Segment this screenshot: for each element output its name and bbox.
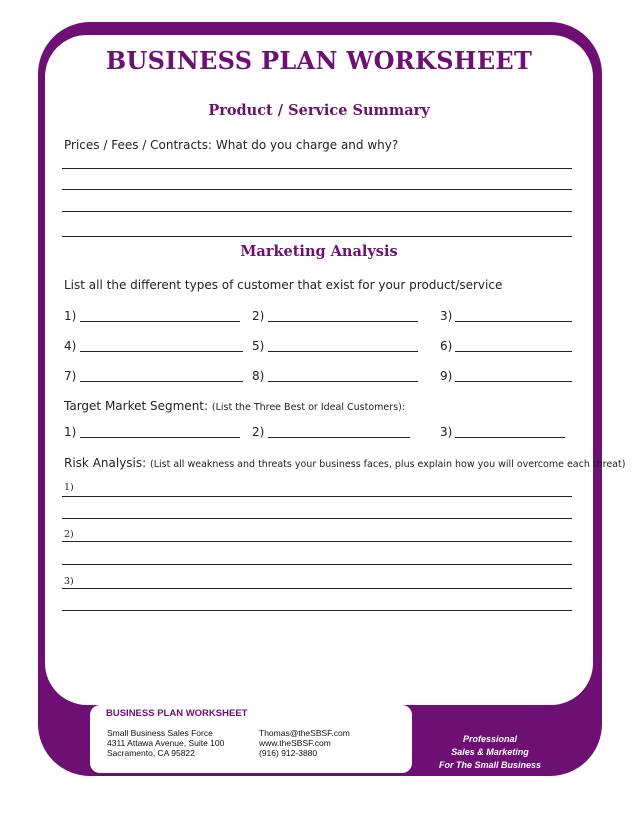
target-market-title: Target Market Segment: [64,399,209,413]
footer-title: BUSINESS PLAN WORKSHEET [106,708,248,719]
risk-field[interactable] [62,518,572,519]
customer-field[interactable] [455,381,572,382]
target-market-label [64,399,405,413]
footer-email[interactable]: Thomas@theSBSF.com [259,728,350,738]
footer-phone: (916) 912-3880 [259,748,318,758]
target-market-note: (List the Three Best or Ideal Customers): [211,402,406,413]
answer-line[interactable] [62,236,572,237]
customer-number: 1) [64,309,77,323]
worksheet-area [45,35,593,705]
customer-number: 7) [64,369,77,383]
customer-field[interactable] [455,351,572,352]
footer-address [107,728,224,758]
customer-number: 3) [440,309,453,323]
customer-number: 4) [64,339,77,353]
customer-number: 2) [252,309,265,323]
answer-line[interactable] [62,168,572,169]
page-title: BUSINESS PLAN WORKSHEET [105,46,533,75]
risk-analysis-title: Risk Analysis: [64,456,147,470]
customer-field[interactable] [80,381,243,382]
tagline-line: Professional [462,734,518,744]
customer-types-prompt: List all the different types of customer that exist for your product/service [64,278,503,292]
risk-number: 3) [64,576,74,587]
target-field[interactable] [455,437,565,438]
footer-org: Small Business Sales Force [107,728,213,738]
risk-field[interactable] [62,496,572,497]
risk-analysis-note: (List all weakness and threats your business faces, plus explain how you will overcome each threat) [150,459,626,470]
section-heading-product: Product / Service Summary [208,102,430,119]
customer-number: 5) [252,339,265,353]
target-number: 1) [64,425,77,439]
tagline-line: Sales & Marketing [451,747,529,757]
target-field[interactable] [268,437,410,438]
customer-field[interactable] [80,321,240,322]
risk-number: 2) [64,529,74,540]
target-field[interactable] [80,437,240,438]
risk-analysis-label [64,456,625,470]
customer-field[interactable] [455,321,572,322]
customer-field[interactable] [80,351,243,352]
footer-tagline [420,733,560,772]
customer-number: 6) [440,339,453,353]
customer-field[interactable] [268,381,418,382]
customer-number: 8) [252,369,265,383]
risk-field[interactable] [62,588,572,589]
footer-city: Sacramento, CA 95822 [107,748,195,758]
customer-field[interactable] [268,351,418,352]
footer-street: 4311 Attawa Avenue, Suite 100 [107,738,225,748]
tagline-line: For The Small Business [438,760,542,770]
risk-number: 1) [64,482,74,493]
footer-contact [259,728,350,758]
target-number: 3) [440,425,453,439]
customer-number: 9) [440,369,453,383]
prices-question: Prices / Fees / Contracts: What do you charge and why? [64,138,399,152]
target-number: 2) [252,425,265,439]
risk-field[interactable] [62,564,572,565]
risk-field[interactable] [62,541,572,542]
answer-line[interactable] [62,211,572,212]
answer-line[interactable] [62,189,572,190]
footer-website[interactable]: www.theSBSF.com [259,738,331,748]
risk-field[interactable] [62,610,572,611]
customer-field[interactable] [268,321,418,322]
section-heading-marketing: Marketing Analysis [240,243,398,260]
